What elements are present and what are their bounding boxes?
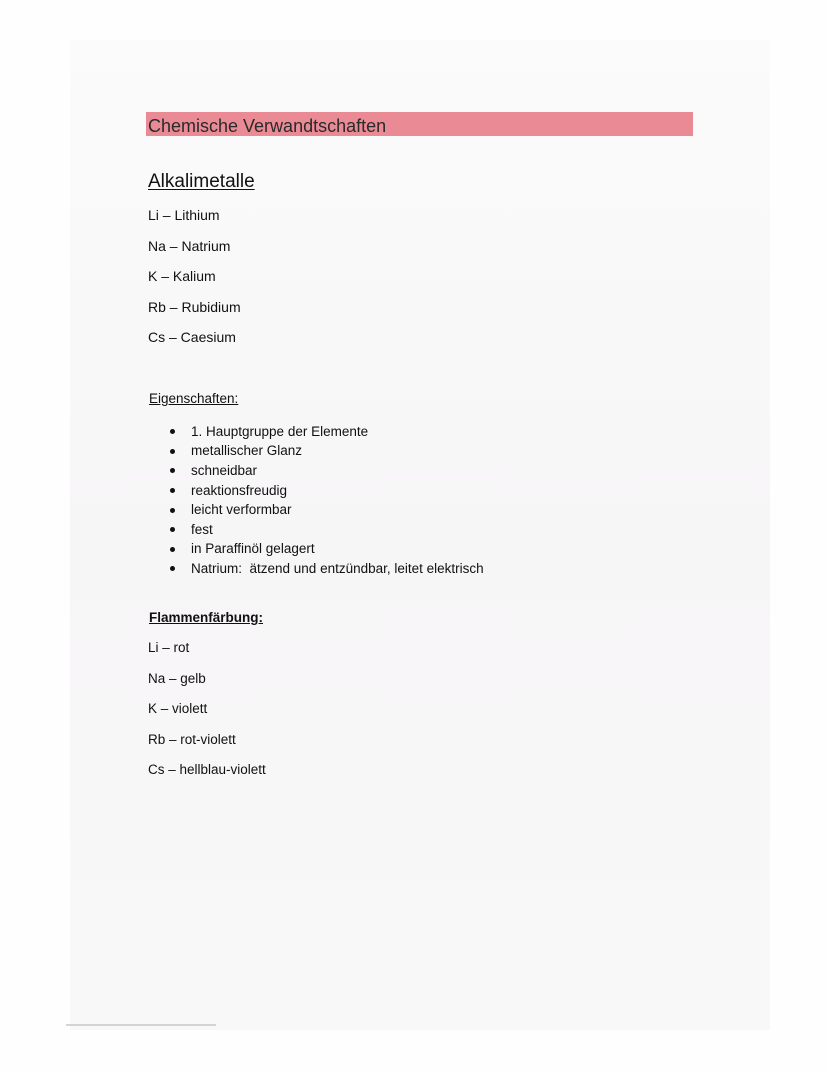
elements-list <box>148 206 241 359</box>
flame-color-item: Cs – hellblau-violett <box>148 762 266 777</box>
property-item <box>170 500 484 520</box>
property-item <box>170 442 484 462</box>
section-heading-alkalimetalle: Alkalimetalle <box>148 171 255 192</box>
bullet-icon <box>170 508 175 513</box>
property-item <box>170 422 484 442</box>
property-item <box>170 540 484 560</box>
flame-color-item: Rb – rot-violett <box>148 731 236 747</box>
bullet-icon <box>170 449 175 454</box>
document-title: Chemische Verwandtschaften <box>148 116 387 136</box>
bullet-icon <box>170 488 175 493</box>
property-text: in Paraffinöl gelagert <box>191 541 315 557</box>
flame-color-item: Na – gelb <box>148 670 206 686</box>
property-item <box>170 461 484 481</box>
property-text: reaktionsfreudig <box>191 482 288 498</box>
scan-edge-line <box>66 1024 216 1026</box>
property-item <box>170 481 484 501</box>
flame-color-item: K – violett <box>148 701 208 716</box>
property-text: metallischer Glanz <box>191 443 303 459</box>
property-item <box>170 520 484 540</box>
bullet-icon <box>170 527 175 532</box>
properties-list <box>170 422 484 579</box>
bullet-icon <box>170 547 175 552</box>
bullet-icon <box>170 429 175 434</box>
properties-heading: Eigenschaften: <box>149 391 239 406</box>
property-text: 1. Hauptgruppe der Elemente <box>191 423 369 439</box>
element-item: K – Kalium <box>148 268 216 284</box>
element-item: Rb – Rubidium <box>148 298 241 315</box>
element-item: Li – Lithium <box>148 207 220 223</box>
property-text: schneidbar <box>191 462 258 478</box>
property-text: Natrium: ätzend und entzündbar, leitet elektrisch <box>191 560 484 576</box>
property-item <box>170 559 484 579</box>
element-item: Na – Natrium <box>148 237 231 254</box>
flame-color-item: Li – rot <box>148 640 190 655</box>
element-item: Cs – Caesium <box>148 329 236 345</box>
flame-color-heading: Flammenfärbung: <box>149 610 264 625</box>
flame-color-list <box>148 639 266 792</box>
property-text: leicht verformbar <box>191 502 292 518</box>
bullet-icon <box>170 566 175 571</box>
bullet-icon <box>170 468 175 473</box>
property-text: fest <box>191 521 213 537</box>
